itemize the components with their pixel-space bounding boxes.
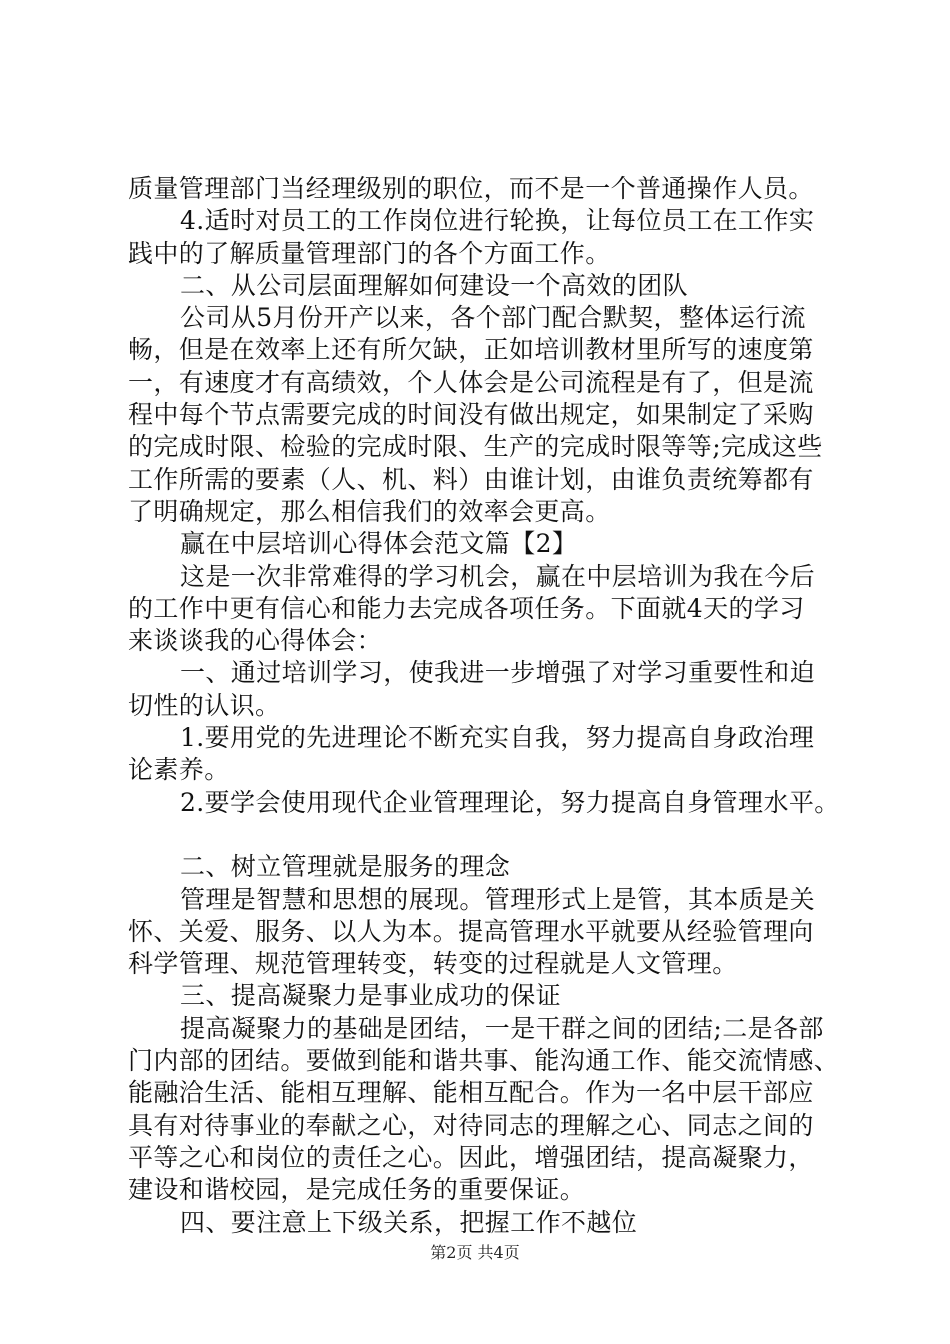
blank-line	[128, 819, 850, 851]
text-line: 科学管理、规范管理转变，转变的过程就是人文管理。	[128, 949, 738, 979]
text-line: 1.要用党的先进理论不断充实自我，努力提高自身政治理	[180, 723, 815, 753]
text-line: 畅，但是在效率上还有所欠缺，正如培训教材里所写的速度第	[128, 335, 814, 365]
page-footer: 第2页 共4页	[430, 1243, 520, 1262]
text-line: 提高凝聚力的基础是团结，一是干群之间的团结;二是各部	[180, 1013, 824, 1043]
text-line: 怀、关爱、服务、以人为本。提高管理水平就要从经验管理向	[128, 916, 814, 946]
text-line: 这是一次非常难得的学习机会，赢在中层培训为我在今后	[180, 561, 816, 591]
text-line: 二、树立管理就是服务的理念	[180, 852, 511, 882]
text-line: 能融洽生活、能相互理解、能相互配合。作为一名中层干部应	[128, 1078, 814, 1108]
text-line: 论素养。	[128, 755, 230, 785]
text-line: 一，有速度才有高绩效，个人体会是公司流程是有了，但是流	[128, 367, 814, 397]
text-line: 平等之心和岗位的责任之心。因此，增强团结，提高凝聚力，	[128, 1142, 814, 1172]
text-line: 切性的认识。	[128, 690, 281, 720]
text-line: 践中的了解质量管理部门的各个方面工作。	[128, 238, 611, 268]
text-line: 具有对待事业的奉献之心，对待同志的理解之心、同志之间的	[128, 1110, 814, 1140]
text-line: 工作所需的要素（人、机、料）由谁计划，由谁负责统筹都有	[128, 464, 814, 494]
text-line: 的工作中更有信心和能力去完成各项任务。下面就4天的学习	[128, 593, 805, 623]
text-line: 了明确规定，那么相信我们的效率会更高。	[128, 496, 611, 526]
document-body	[128, 173, 850, 1239]
text-line: 的完成时限、检验的完成时限、生产的完成时限等等;完成这些	[128, 432, 823, 462]
text-line: 四、要注意上下级关系，把握工作不越位	[180, 1207, 638, 1237]
text-line: 赢在中层培训心得体会范文篇【2】	[180, 529, 578, 559]
text-line: 2.要学会使用现代企业管理理论，努力提高自身管理水平。	[180, 787, 840, 817]
text-line: 来谈谈我的心得体会：	[128, 626, 383, 656]
text-line: 公司从5月份开产以来，各个部门配合默契，整体运行流	[180, 303, 806, 333]
text-line: 二、从公司层面理解如何建设一个高效的团队	[180, 270, 689, 300]
text-line: 一、通过培训学习，使我进一步增强了对学习重要性和迫	[180, 658, 816, 688]
text-line: 建设和谐校园，是完成任务的重要保证。	[128, 1175, 586, 1205]
text-line: 三、提高凝聚力是事业成功的保证	[180, 981, 562, 1011]
text-line: 管理是智慧和思想的展现。管理形式上是管，其本质是关	[180, 884, 816, 914]
text-line: 门内部的团结。要做到能和谐共事、能沟通工作、能交流情感、	[128, 1046, 840, 1076]
text-line: 程中每个节点需要完成的时间没有做出规定，如果制定了采购	[128, 400, 814, 430]
text-line: 4.适时对员工的工作岗位进行轮换，让每位员工在工作实	[180, 206, 815, 236]
text-line: 质量管理部门当经理级别的职位，而不是一个普通操作人员。	[128, 174, 814, 203]
